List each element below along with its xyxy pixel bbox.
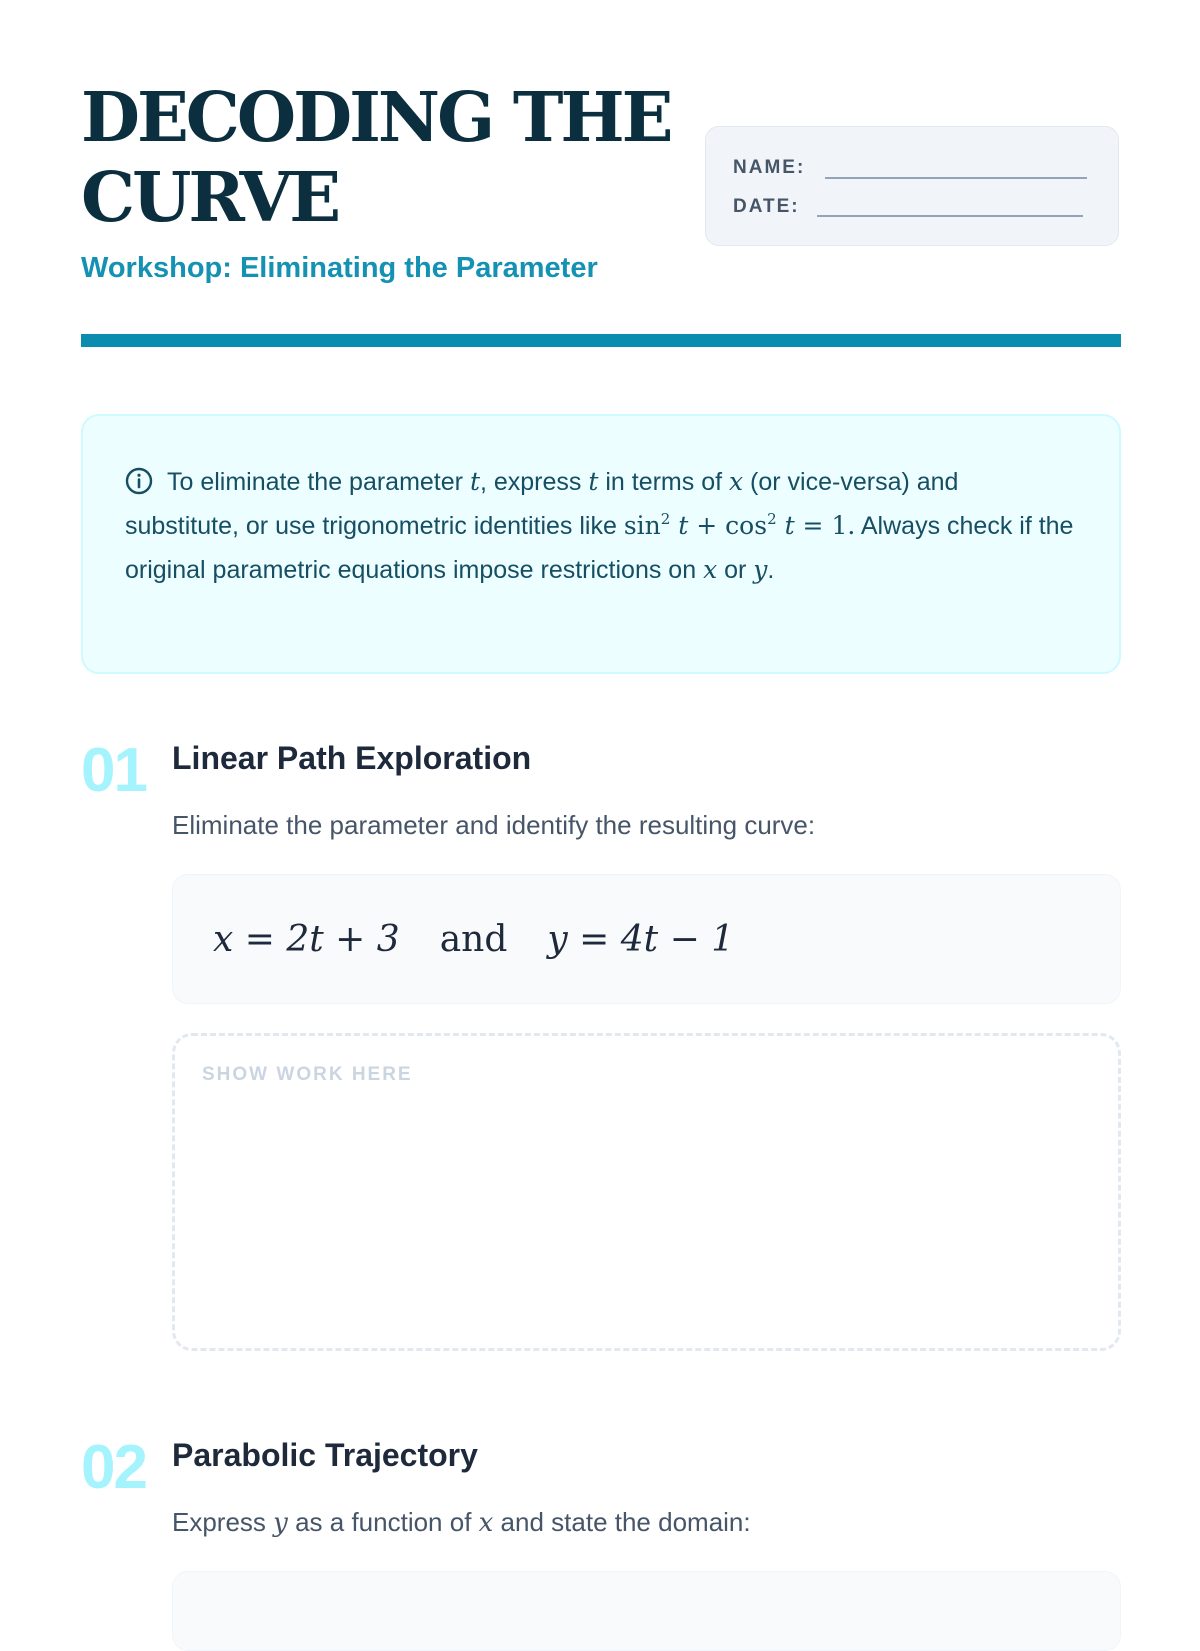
identity-exponent: 2 (767, 510, 777, 528)
name-date-box (705, 126, 1119, 246)
prompt-text: Express (172, 1507, 274, 1537)
info-text-4: (or vice-versa) and substitute, or use trigonometric identities like (125, 468, 959, 540)
identity-plus-cos: + cos (688, 511, 768, 540)
equation-box (172, 874, 1121, 1004)
identity-var-t: t (784, 511, 795, 540)
info-var-t: t (588, 467, 599, 496)
problem-title: Parabolic Trajectory (172, 1437, 478, 1473)
worksheet-title (81, 78, 681, 238)
worksheet-page (81, 0, 1121, 1538)
identity-var-t: t (678, 511, 689, 540)
worksheet-header (81, 0, 1121, 348)
info-var-x: x (703, 555, 718, 584)
equation-box (172, 1571, 1121, 1651)
prompt-var-x: x (478, 1508, 494, 1538)
problem-prompt (172, 1507, 751, 1538)
prompt-var-y: y (273, 1508, 288, 1538)
info-text-3: in terms of (598, 468, 729, 496)
equation-x: x = 2t + 3 (213, 918, 400, 960)
date-blank-line[interactable] (817, 215, 1083, 217)
prompt-text: as a function of (287, 1507, 479, 1537)
date-label: DATE: (733, 196, 800, 217)
title-line-1: DECODING THE (81, 78, 671, 158)
problem-prompt: Eliminate the parameter and identify the resulting curve: (172, 810, 816, 840)
identity-sin: sin (623, 511, 661, 540)
equation-and: and (439, 918, 508, 960)
name-blank-line[interactable] (825, 177, 1087, 179)
info-var-y: y (753, 555, 768, 584)
date-field (733, 188, 800, 218)
info-var-t: t (469, 467, 480, 496)
info-callout (81, 414, 1121, 674)
problem-number: 02 (81, 1433, 146, 1502)
prompt-text: and state the domain: (493, 1507, 751, 1537)
info-circle-icon (125, 467, 153, 495)
info-text-2: , express (479, 468, 589, 496)
info-text-5: Always check if the original parametric equations impose restrictions on (125, 512, 1074, 584)
name-label: NAME: (733, 157, 806, 178)
problem-title: Linear Path Exploration (172, 740, 532, 776)
identity-equals-one: = 1. (794, 511, 856, 540)
info-text-6: or (717, 556, 754, 584)
info-var-x: x (729, 467, 744, 496)
header-divider (81, 334, 1121, 347)
info-text-1: To eliminate the parameter (167, 468, 470, 496)
name-field (733, 149, 805, 179)
worksheet-subtitle: Workshop: Eliminating the Parameter (81, 252, 598, 284)
identity-exponent: 2 (660, 510, 671, 528)
info-text-7: . (767, 556, 775, 584)
title-line-2: CURVE (81, 158, 339, 238)
show-work-area[interactable] (172, 1033, 1121, 1351)
problem-number: 01 (81, 736, 146, 805)
equation-y: y = 4t − 1 (547, 918, 735, 960)
show-work-label: SHOW WORK HERE (202, 1064, 413, 1085)
info-identity (624, 511, 855, 540)
